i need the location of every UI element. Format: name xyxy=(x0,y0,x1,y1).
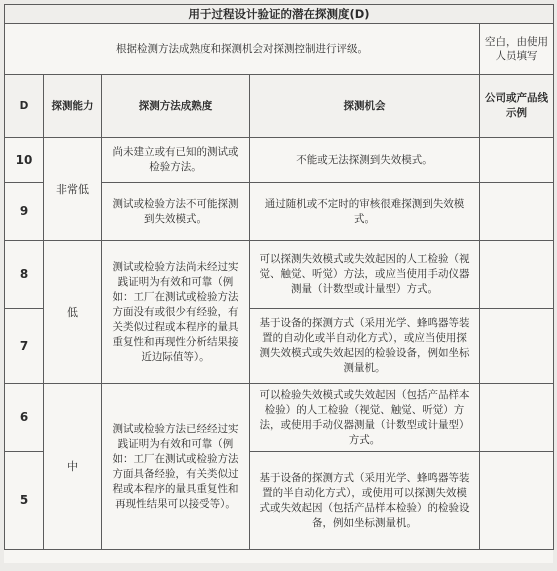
rating-7: 7 xyxy=(5,309,44,384)
header-opportunity: 探测机会 xyxy=(250,75,480,138)
example-cell-8 xyxy=(480,241,554,309)
opportunity-10: 不能或无法探测到失效模式。 xyxy=(250,138,480,183)
table-row xyxy=(5,138,554,183)
rating-8: 8 xyxy=(5,241,44,309)
capability-medium: 中 xyxy=(44,384,102,550)
rating-5: 5 xyxy=(5,452,44,550)
document-page xyxy=(4,4,553,563)
maturity-10: 尚未建立或有已知的测试或检验方法。 xyxy=(102,138,250,183)
example-cell-10 xyxy=(480,138,554,183)
opportunity-8: 可以探测失效模式或失效起因的人工检验（视觉、触觉、听觉）方法，或应当使用手动仪器测量（计数型或计量型）方式。 xyxy=(250,241,480,309)
opportunity-9: 通过随机或不定时的审核很难探测到失效模式。 xyxy=(250,183,480,241)
header-capability: 探测能力 xyxy=(44,75,102,138)
rating-10: 10 xyxy=(5,138,44,183)
opportunity-7: 基于设备的探测方式（采用光学、蜂鸣器等装置的自动化或半自动化方式），或应当使用探测失效模式或失效起因的检验设备，例如坐标测量机。 xyxy=(250,309,480,384)
maturity-8-7: 测试或检验方法尚未经过实践证明为有效和可靠（例如：工厂在测试或检验方法方面没有或很少有经验，有关类似过程或本程序的量具重复性和再现性分析结果接近边际值等）。 xyxy=(102,241,250,384)
example-cell-5 xyxy=(480,452,554,550)
maturity-9: 测试或检验方法不可能探测到失效模式。 xyxy=(102,183,250,241)
table-title: 用于过程设计验证的潜在探测度(D) xyxy=(5,5,554,24)
rating-6: 6 xyxy=(5,384,44,452)
example-cell-6 xyxy=(480,384,554,452)
capability-very-low: 非常低 xyxy=(44,138,102,241)
maturity-6-5: 测试或检验方法已经经过实践证明为有效和可靠（例如：工厂在测试或检验方法方面具备经验，有关类似过程或本程序的量具重复性和再现性结果可以接受等）。 xyxy=(102,384,250,550)
rating-9: 9 xyxy=(5,183,44,241)
example-cell-9 xyxy=(480,183,554,241)
blank-note: 空白，由使用人员填写 xyxy=(480,24,554,75)
opportunity-6: 可以检验失效模式或失效起因（包括产品样本检验）的人工检验（视觉、触觉、听觉）方法，或使用手动仪器测量（计数型或计量型）方式。 xyxy=(250,384,480,452)
example-cell-7 xyxy=(480,309,554,384)
detection-rating-table xyxy=(4,4,554,550)
table-row xyxy=(5,384,554,452)
table-row xyxy=(5,241,554,309)
table-intro: 根据检测方法成熟度和探测机会对探测控制进行评级。 xyxy=(5,24,480,75)
header-maturity: 探测方法成熟度 xyxy=(102,75,250,138)
capability-low: 低 xyxy=(44,241,102,384)
opportunity-5: 基于设备的探测方式（采用光学、蜂鸣器等装置的半自动化方式），或使用可以探测失效模式或失效起因（包括产品样本检验）的检验设备，例如坐标测量机。 xyxy=(250,452,480,550)
header-d: D xyxy=(5,75,44,138)
header-example: 公司或产品线示例 xyxy=(480,75,554,138)
